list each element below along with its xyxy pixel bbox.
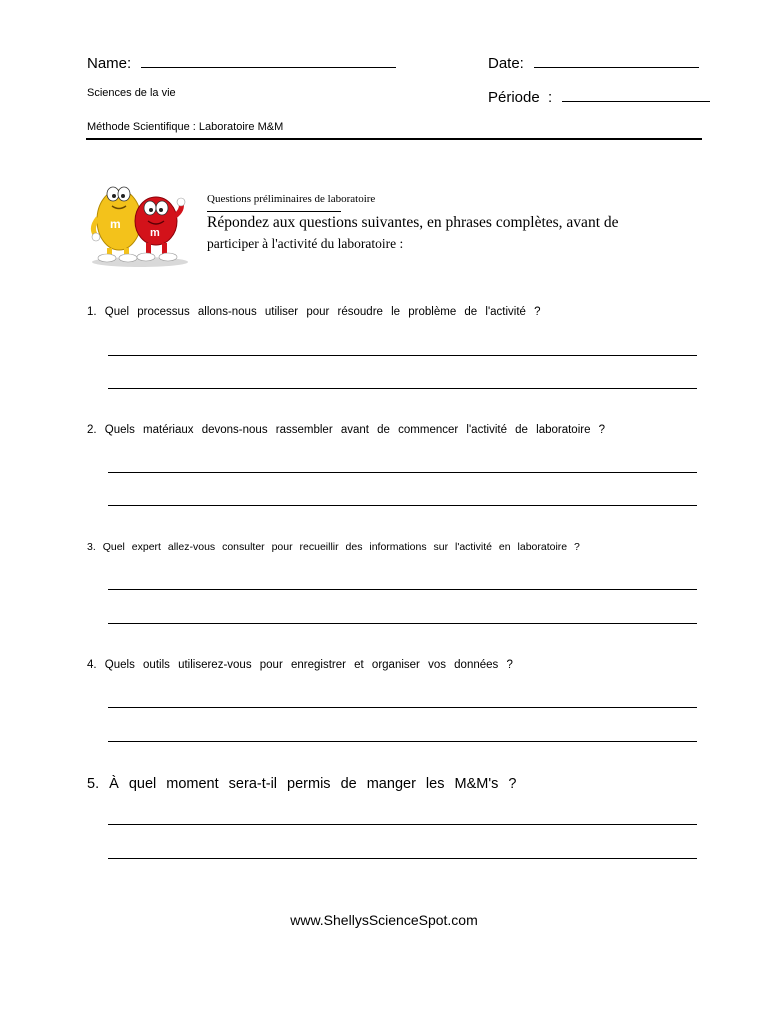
mm-characters-illustration	[88, 176, 192, 268]
answer-line[interactable]	[108, 355, 697, 356]
question-text: À quel moment sera-t-il permis de manger les M&M's ?	[109, 776, 517, 792]
svg-text:m: m	[110, 217, 121, 231]
header-divider	[86, 138, 702, 140]
period-blank[interactable]	[562, 87, 710, 102]
answer-line[interactable]	[108, 472, 697, 473]
intro-line-2: participer à l'activité du laboratoire :	[207, 236, 404, 251]
answer-line[interactable]	[108, 388, 697, 389]
period-label: Période :	[488, 89, 553, 106]
question-text: Quel processus allons-nous utiliser pour résoudre le problème de l'activité ?	[104, 306, 541, 318]
question-number: 1.	[87, 306, 97, 318]
answer-line[interactable]	[108, 824, 697, 825]
intro-instructions	[207, 212, 619, 254]
date-field-row	[488, 53, 699, 72]
question-2	[87, 424, 605, 436]
svg-text:m: m	[150, 227, 160, 239]
answer-line[interactable]	[108, 741, 697, 742]
question-3	[87, 541, 580, 553]
question-number: 2.	[87, 424, 97, 436]
answer-line[interactable]	[108, 707, 697, 708]
question-1	[87, 306, 541, 318]
intro-title: Questions préliminaires de laboratoire	[207, 193, 376, 205]
question-text: Quels matériaux devons-nous rassembler avant de commencer l'activité de laboratoire ?	[104, 424, 606, 436]
date-blank[interactable]	[534, 53, 699, 68]
answer-line[interactable]	[108, 589, 697, 590]
question-text: Quel expert allez-vous consulter pour recueillir des informations sur l'activité en laboratoire ?	[102, 541, 580, 553]
yellow-mm-icon	[92, 187, 141, 262]
question-number: 5.	[87, 776, 100, 792]
answer-line[interactable]	[108, 505, 697, 506]
question-number: 3.	[87, 541, 96, 553]
question-number: 4.	[87, 659, 97, 671]
unit-text: Méthode Scientifique : Laboratoire M&M	[87, 121, 284, 133]
name-blank[interactable]	[141, 53, 396, 68]
red-mm-icon	[135, 197, 185, 261]
name-field-row	[87, 53, 396, 72]
answer-line[interactable]	[108, 858, 697, 859]
question-4	[87, 659, 513, 671]
question-5	[87, 776, 516, 792]
question-text: Quels outils utiliserez-vous pour enregistrer et organiser vos données ?	[104, 659, 513, 671]
name-label: Name:	[87, 55, 132, 72]
answer-line[interactable]	[108, 623, 697, 624]
footer-website: www.ShellysScienceSpot.com	[290, 912, 478, 928]
date-label: Date:	[488, 55, 524, 72]
intro-line-1: Répondez aux questions suivantes, en phrases complètes, avant de	[207, 214, 619, 231]
subject-text: Sciences de la vie	[87, 87, 176, 99]
period-field-row	[488, 87, 710, 106]
